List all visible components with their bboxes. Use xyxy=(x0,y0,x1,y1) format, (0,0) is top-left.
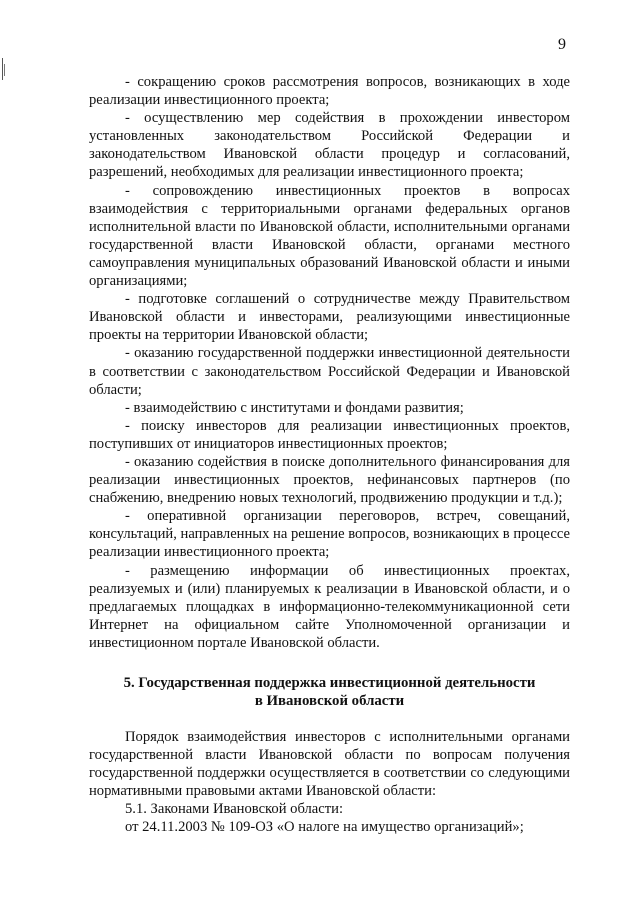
scan-artifact xyxy=(2,58,3,80)
paragraph: - оказанию содействия в поиске дополнительного финансирования для реализации инвестиционных проектов, нефинансовых партнеров (по снабжению, внедрению новых технологий, продвижению продукции и т.д.); xyxy=(89,453,570,507)
paragraph: - оперативной организации переговоров, встреч, совещаний, консультаций, направленных на решение вопросов, возникающих в процессе реализации инвестиционного проекта; xyxy=(89,508,570,561)
paragraph: - взаимодействию с институтами и фондами развития; xyxy=(125,399,464,416)
section-heading-line: в Ивановской области xyxy=(254,693,405,709)
paragraph: от 24.11.2003 № 109-ОЗ «О налоге на имущество организаций»; xyxy=(125,819,524,836)
section-heading xyxy=(89,674,570,710)
page-number: 9 xyxy=(558,36,566,53)
paragraph: - сокращению сроков рассмотрения вопросов, возникающих в ходе реализации инвестиционного проекта; xyxy=(89,74,570,109)
paragraph: - осуществлению мер содействия в прохождении инвестором установленных законодательством Российской Федерации и законодательством Ивановской области процедур и согласований, разрешений, необходимых для реализации инвестиционного проекта; xyxy=(89,110,570,181)
paragraph: Порядок взаимодействия инвесторов с исполнительными органами государственной власти Ивановской области по вопросам получения государственной поддержки осуществляется в соответствии со следующими нормативными правовыми актами Ивановской области: xyxy=(89,729,570,800)
section-heading-line: 5. Государственная поддержка инвестиционной деятельности xyxy=(123,675,536,691)
document-body xyxy=(89,73,570,837)
paragraph: - подготовке соглашений о сотрудничестве между Правительством Ивановской области и инвесторами, реализующими инвестиционные проекты на территории Ивановской области; xyxy=(89,291,570,344)
paragraph: 5.1. Законами Ивановской области: xyxy=(125,801,344,818)
paragraph: - сопровождению инвестиционных проектов в вопросах взаимодействия с территориальными органами федеральных органов исполнительной власти по Ивановской области, исполнительными органами государственной власти Ивановской области, органами местного самоуправления муниципальных образований Ивановской области и иными организациями; xyxy=(89,182,570,290)
paragraph: - размещению информации об инвестиционных проектах, реализуемых и (или) планируемых к реализации в Ивановской области, и о предлагаемых площадках в информационно-телекоммуникационной сети Интернет на официальном сайте Уполномоченной организации и инвестиционном портале Ивановской области. xyxy=(89,562,570,651)
paragraph: - поиску инвесторов для реализации инвестиционных проектов, поступивших от инициаторов инвестиционных проектов; xyxy=(89,417,570,452)
scan-artifact xyxy=(4,64,5,76)
paragraph: - оказанию государственной поддержки инвестиционной деятельности в соответствии с законодательством Российской Федерации и Ивановской области; xyxy=(89,345,570,398)
